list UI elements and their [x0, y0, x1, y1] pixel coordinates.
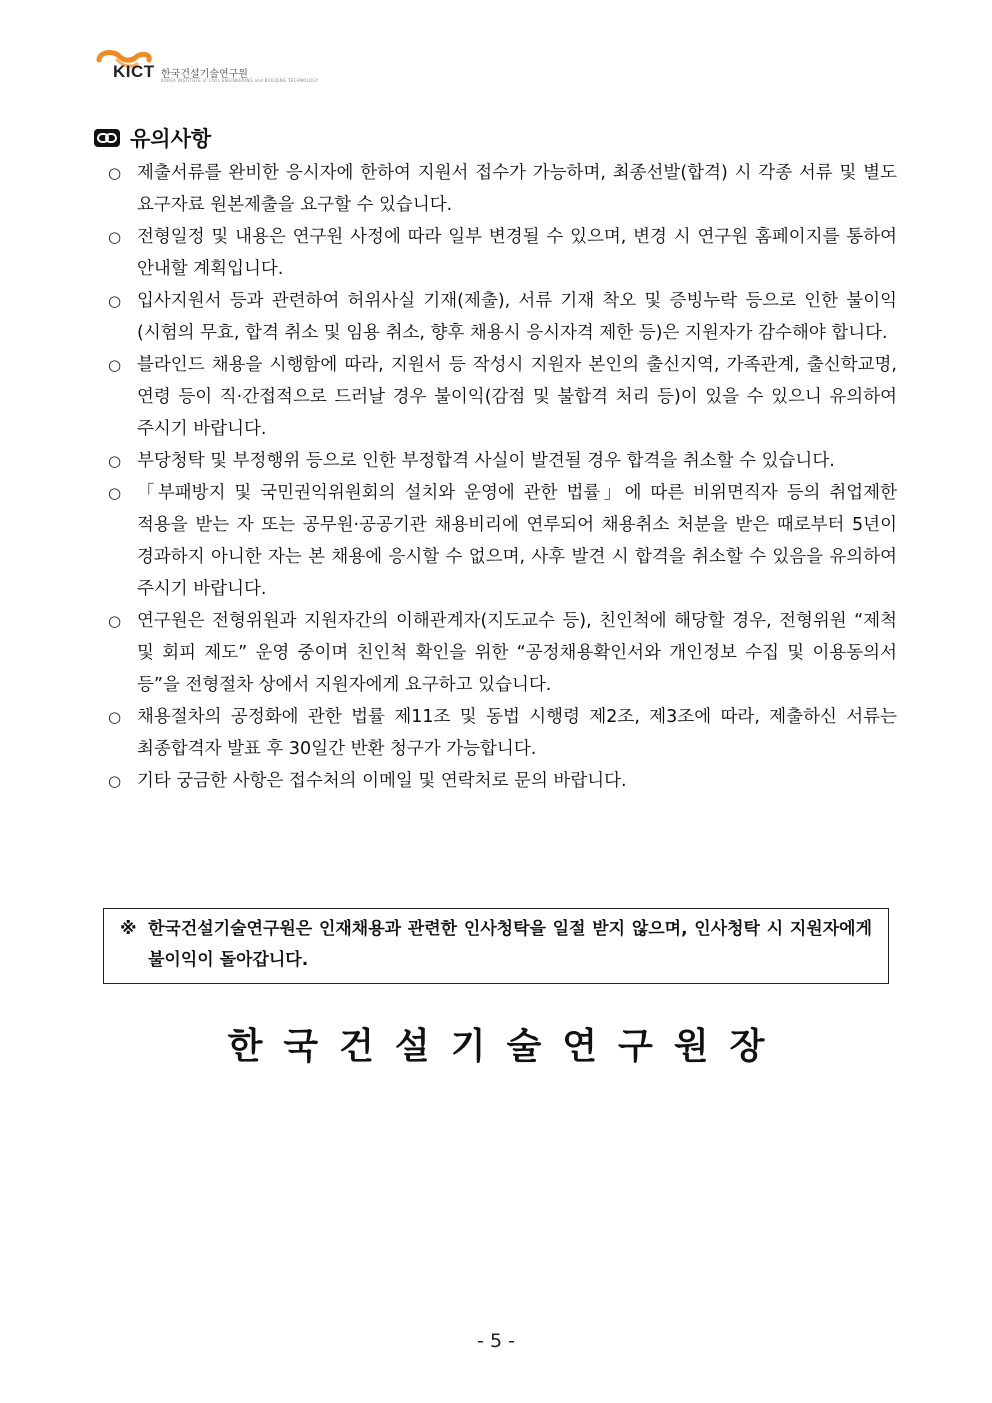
logo-org-name-en: KOREA INSTITUTE of CIVIL ENGINEERING and BUILDING TECHNOLOGY	[161, 78, 319, 83]
notice-item	[104, 765, 897, 797]
bullet-circle-icon: ○	[108, 708, 122, 726]
notice-item	[104, 349, 897, 445]
logo-wordmark: KICT	[113, 62, 155, 81]
link-icon	[94, 129, 120, 147]
notice-text: 부당청탁 및 부정행위 등으로 인한 부정합격 사실이 발견될 경우 합격을 취소할 수 있습니다.	[137, 451, 835, 471]
notice-item	[104, 285, 897, 349]
notice-text: 「부패방지 및 국민권익위원회의 설치와 운영에 관한 법률」에 따른 비위면직자 등의 취업제한 적용을 받는 자 또는 공무원·공공기관 채용비리에 연루되어 채용취소 처분을 받은 때로부터 5년이 경과하지 아니한 자는 본 채용에 응시할 수 없으며, 사후 발견 시 합격을 취소할 수 있음을 유의하여 주시기 바랍니다.	[137, 483, 897, 599]
warning-text: 한국건설기술연구원은 인재채용과 관련한 인사청탁을 일절 받지 않으며, 인사청탁 시 지원자에게 불이익이 돌아갑니다.	[148, 919, 872, 970]
notice-item	[104, 221, 897, 285]
notice-text: 기타 궁금한 사항은 접수처의 이메일 및 연락처로 문의 바랍니다.	[137, 771, 627, 791]
reference-mark-icon: ※	[120, 919, 137, 939]
notice-item	[104, 701, 897, 765]
notice-text: 채용절차의 공정화에 관한 법률 제11조 및 동법 시행령 제2조, 제3조에 따라, 제출하신 서류는 최종합격자 발표 후 30일간 반환 청구가 가능합니다.	[137, 707, 897, 759]
bullet-circle-icon: ○	[108, 228, 122, 246]
section-heading	[94, 123, 211, 153]
bullet-circle-icon: ○	[108, 772, 122, 790]
signature-title: 한국건설기술연구원장	[227, 1026, 786, 1067]
bullet-circle-icon: ○	[108, 452, 122, 470]
notice-item	[104, 477, 897, 605]
bullet-circle-icon: ○	[108, 356, 122, 374]
notice-item	[104, 157, 897, 221]
notice-text: 연구원은 전형위원과 지원자간의 이해관계자(지도교수 등), 친인척에 해당할 경우, 전형위원 “제척 및 회피 제도” 운영 중이며 친인척 확인을 위한 “공정채용확인서와 개인정보 수집 및 이용동의서 등”을 전형절차 상에서 지원자에게 요구하고 있습니다.	[137, 611, 898, 695]
bullet-circle-icon: ○	[108, 292, 122, 310]
warning-box	[103, 908, 889, 984]
notice-item	[104, 605, 897, 701]
page-number: - 5 -	[477, 1330, 515, 1352]
bullet-circle-icon: ○	[108, 164, 122, 182]
logo-org-name: 한국건설기술연구원	[161, 69, 248, 80]
notice-text: 전형일정 및 내용은 연구원 사정에 따라 일부 변경될 수 있으며, 변경 시 연구원 홈페이지를 통하여 안내할 계획입니다.	[137, 227, 897, 279]
notice-text: 블라인드 채용을 시행함에 따라, 지원서 등 작성시 지원자 본인의 출신지역, 가족관계, 출신학교명, 연령 등이 직·간접적으로 드러날 경우 불이익(감점 및 불합격 처리 등)이 있을 수 있으니 유의하여 주시기 바랍니다.	[137, 355, 897, 439]
bullet-circle-icon: ○	[108, 484, 122, 502]
notice-text: 입사지원서 등과 관련하여 허위사실 기재(제출), 서류 기재 착오 및 증빙누락 등으로 인한 불이익(시험의 무효, 합격 취소 및 임용 취소, 향후 채용시 응시자격 제한 등)은 지원자가 감수해야 합니다.	[137, 291, 897, 343]
bullet-circle-icon: ○	[108, 612, 122, 630]
notice-text: 제출서류를 완비한 응시자에 한하여 지원서 접수가 가능하며, 최종선발(합격) 시 각종 서류 및 별도 요구자료 원본제출을 요구할 수 있습니다.	[137, 163, 897, 215]
notice-list	[104, 157, 897, 797]
kict-logo	[95, 46, 319, 86]
warning-notice	[120, 914, 872, 976]
section-title: 유의사항	[130, 127, 212, 151]
notice-item	[104, 445, 897, 477]
